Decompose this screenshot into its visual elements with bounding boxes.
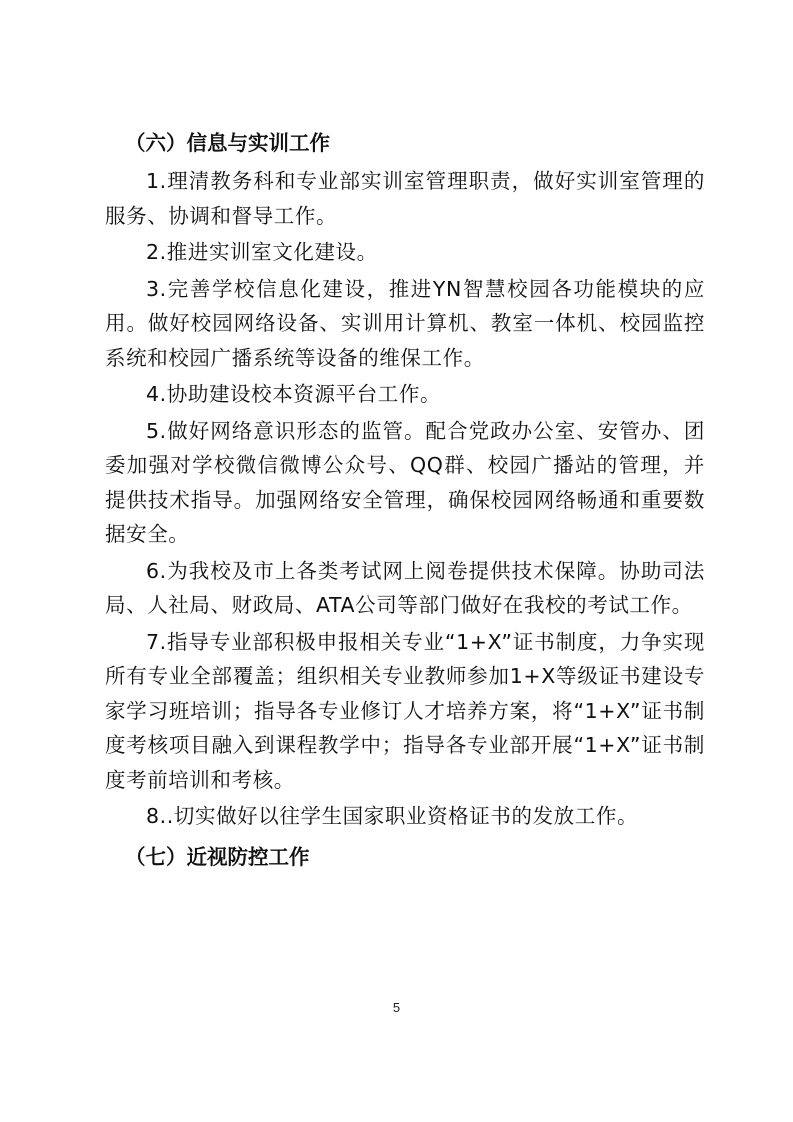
- section-heading-myopia-prevention: （七）近视防控工作: [125, 844, 310, 869]
- list-item: 5.做好网络意识形态的监管。配合党政办公室、安管办、团委加强对学校微信微博公众号、QQ群、校园广播站的管理，并提供技术指导。加强网络安全管理，确保校园网络畅通和重要数据安全。: [105, 418, 705, 546]
- document-body: [105, 124, 705, 876]
- list-item: 1.理清教务科和专业部实训室管理职责，做好实训室管理的服务、协调和督导工作。: [105, 169, 705, 228]
- list-item: 2.推进实训室文化建设。: [146, 240, 378, 264]
- list-item: 3.完善学校信息化建设，推进YN智慧校园各功能模块的应用。做好校园网络设备、实训用计算机、教室一体机、校园监控系统和校园广播系统等设备的维保工作。: [105, 276, 705, 370]
- list-item: 6.为我校及市上各类考试网上阅卷提供技术保障。协助司法局、人社局、财政局、ATA公司等部门做好在我校的考试工作。: [105, 558, 705, 617]
- page-number: 5: [392, 1000, 401, 1015]
- section-heading-info-training: （六）信息与实训工作: [125, 131, 330, 155]
- list-item: 7.指导专业部积极申报相关专业“1+X”证书制度，力争实现所有专业全部覆盖；组织相关专业教师参加1+X等级证书建设专家学习班培训；指导各专业修订人才培养方案，将“1+X”证书制度考核项目融入到课程教学中；指导各专业部开展“1+X”证书制度考前培训和考核。: [105, 629, 705, 792]
- list-item: 8..切实做好以往学生国家职业资格证书的发放工作。: [146, 804, 639, 828]
- list-item: 4.协助建设校本资源平台工作。: [146, 382, 442, 406]
